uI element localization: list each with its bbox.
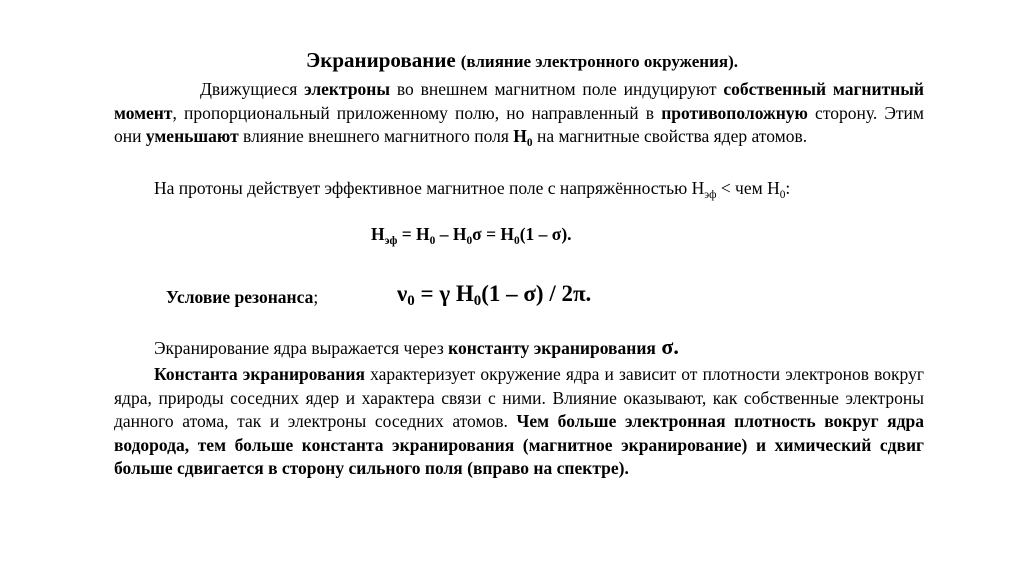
title-subtitle: (влияние электронного окружения). [460,52,738,71]
bold-run: противоположную [661,102,808,123]
text-run: во внешнем магнитном поле индуцируют [390,79,724,99]
effective-field-formula: $H_{эф} = H_0 - H_0\sigma = H_0(1 - \sigma)$. [371,224,572,247]
bold-run: собственный магнитный момент [114,79,924,123]
text-run: Движущиеся [200,79,305,99]
sigma-symbol: σ. [655,334,679,359]
paragraph-screening-constant [114,363,924,481]
resonance-condition-label: Условие резонанса; [166,287,319,307]
bold-run: электроны [304,79,391,99]
bold-run: Константа экранирования [154,364,365,384]
paragraph-electrons [114,78,924,149]
text-run: влияние внешнего магнитного поля [238,126,514,146]
title-main: Экранирование [306,48,456,72]
text-run: , пропорциональный приложенному полю, но направленный в [172,102,662,123]
screening-constant-line: Экранирование ядра выражается через константу экранирования σ. [154,334,679,359]
field-symbol: $H_0$ [513,126,533,149]
text-run: характеризует окружение ядра и зависит от плотности электронов вокруг ядра, природы соседних ядер и характера связи с ними. Влияние оказывают, как собственные электроны данного атома, так и электроны соседних атомов. [114,364,924,431]
resonance-formula: $\nu_0 = \gamma$ $H_0(1 - \sigma) / 2\pi$. [397,281,592,309]
protons-effective-field-line: На протоны действует эффективное магнитное поле с напряжённостью $H_{эф}$ < чем $H_0$: [154,178,791,201]
text-run: сторону. Этим они [114,102,924,146]
slide-title [0,48,1024,74]
bold-run: уменьшают [145,126,239,146]
text-run: на магнитные свойства ядер атомов. [532,126,808,146]
bold-run: Чем больше электронная плотность вокруг ядра водорода, тем больше константа экранирования (магнитное экранирование) и химический сдвиг больше сдвигается в сторону сильного поля (вправо на спектре). [114,411,924,478]
